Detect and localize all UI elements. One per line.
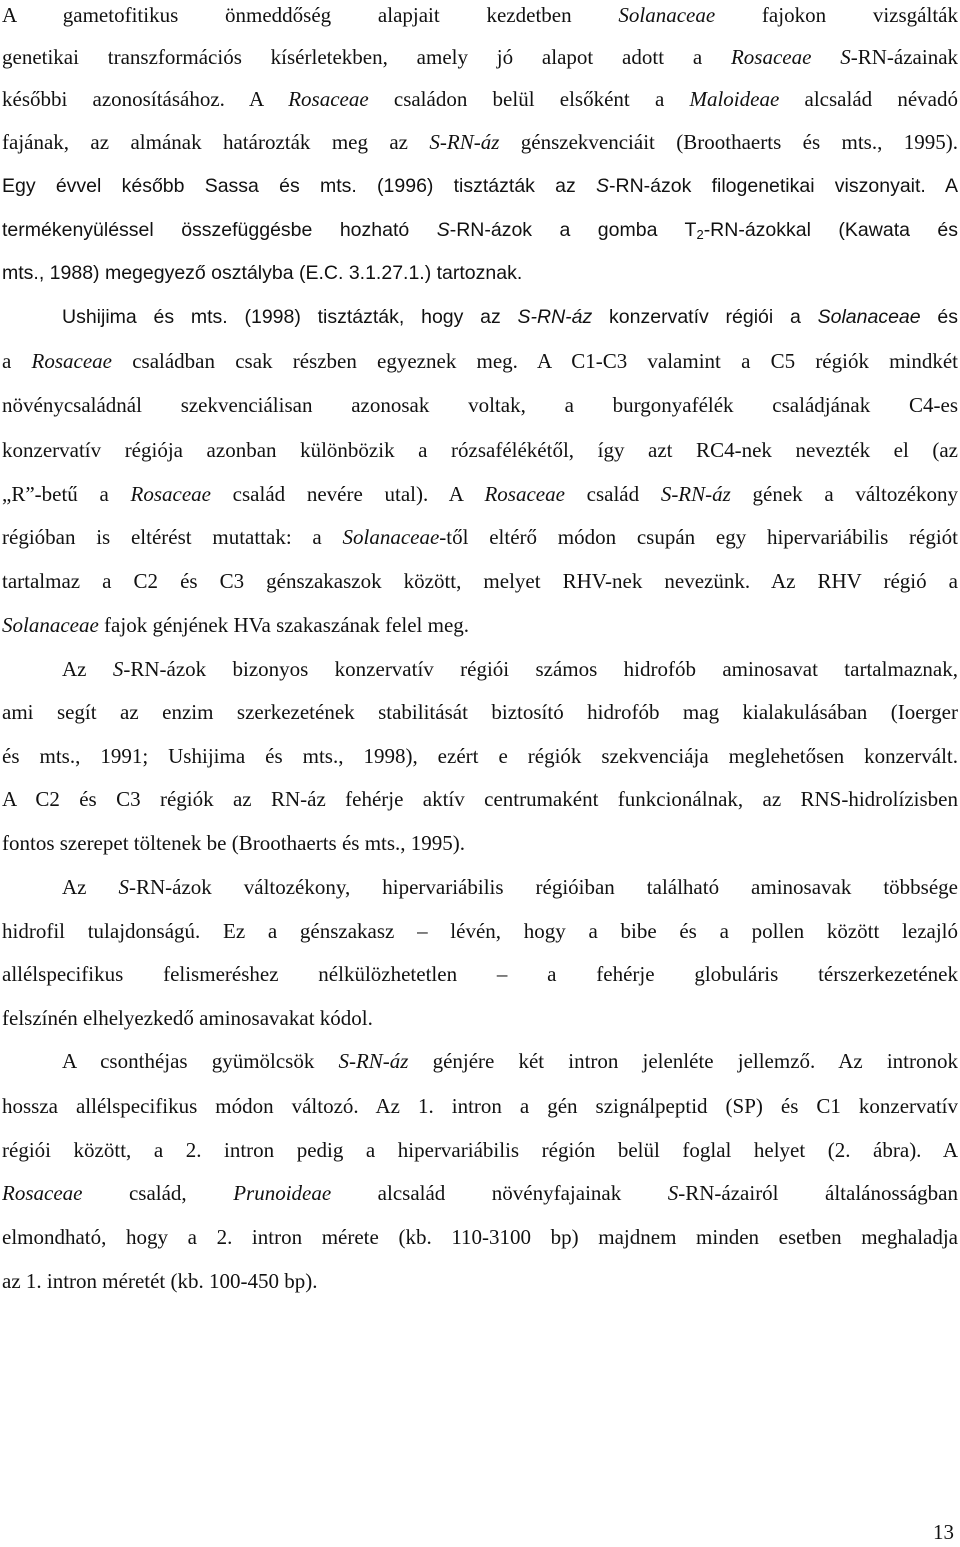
text-line: Rosaceae család, Prunoideae alcsalád növényfajainak S-RN-ázairól általánosságban [2, 1181, 958, 1205]
text-line: „R”-betű a Rosaceae család nevére utal). A Rosaceae család S-RN-áz gének a változékony [2, 482, 958, 506]
text-line: tartalmaz a C2 és C3 génszakaszok között, melyet RHV-nek nevezünk. Az RHV régió a [2, 569, 958, 593]
text-line: későbbi azonosításához. A Rosaceae családon belül elsőként a Maloideae alcsalád névadó [2, 87, 958, 111]
text-line: A gametofitikus önmeddőség alapjait kezdetben Solanaceae fajokon vizsgálták [2, 3, 958, 27]
text-line: és mts., 1991; Ushijima és mts., 1998), ezért e régiók szekvenciája meglehetősen konzervált. [2, 744, 958, 768]
text-line: genetikai transzformációs kísérletekben, amely jó alapot adott a Rosaceae S-RN-ázainak [2, 45, 958, 69]
text-line: növénycsaládnál szekvenciálisan azonosak voltak, a burgonyafélék családjának C4-es [2, 393, 958, 417]
text-line: Egy évvel később Sassa és mts. (1996) tisztázták az S-RN-ázok filogenetikai viszonyait. A [2, 175, 958, 197]
text-line: fontos szerepet töltenek be (Broothaerts és mts., 1995). [2, 831, 466, 855]
text-line: Az S-RN-ázok változékony, hipervariábilis régióiban található aminosavak többsége [62, 875, 958, 899]
text-line: termékenyüléssel összefüggésbe hozható S-RN-ázok a gomba $T_2-RN$-ázokkal (Kawata és [2, 219, 958, 242]
text-line: hidrofil tulajdonságú. Ez a génszakasz – lévén, hogy a bibe és a pollen között lezajló [2, 919, 958, 943]
text-line: A csonthéjas gyümölcsök S-RN-áz génjére két intron jelenléte jellemző. Az intronok [62, 1049, 958, 1073]
text-line: konzervatív régiója azonban különbözik a rózsafélékétől, így azt RC4-nek nevezték el (az [2, 438, 958, 462]
text-line: az 1. intron méretét (kb. 100-450 bp). [2, 1269, 318, 1293]
text-line: Ushijima és mts. (1998) tisztázták, hogy az S-RN-áz konzervatív régiói a Solanaceae és [62, 306, 958, 328]
text-line: ami segít az enzim szerkezetének stabilitását biztosító hidrofób mag kialakulásában (Ioerger [2, 700, 958, 724]
text-line: hossza allélspecifikus módon változó. Az 1. intron a gén szignálpeptid (SP) és C1 konzervatív [2, 1094, 958, 1118]
text-line: felszínén elhelyezkedő aminosavakat kódol. [2, 1006, 373, 1030]
text-line: a Rosaceae családban csak részben egyeznek meg. A C1-C3 valamint a C5 régiók mindkét [2, 349, 958, 373]
text-line: régióban is eltérést mutattak: a Solanaceae-től eltérő módon csupán egy hipervariábilis régiót [2, 525, 958, 549]
text-line: mts., 1988) megegyező osztályba (E.C. 3.1.27.1.) tartoznak. [2, 262, 523, 284]
text-line: régiói között, a 2. intron pedig a hipervariábilis régión belül foglal helyet (2. ábra). A [2, 1138, 958, 1162]
text-line: allélspecifikus felismeréshez nélkülözhetetlen – a fehérje globuláris térszerkezetének [2, 962, 958, 986]
page-number: 13 [933, 1520, 954, 1544]
text-line: Az S-RN-ázok bizonyos konzervatív régiói számos hidrofób aminosavat tartalmaznak, [62, 657, 958, 681]
text-line: elmondható, hogy a 2. intron mérete (kb. 110-3100 bp) majdnem minden esetben meghaladja [2, 1225, 958, 1249]
text-line: Solanaceae fajok génjének HVa szakaszának felel meg. [2, 613, 470, 637]
text-line: A C2 és C3 régiók az RN-áz fehérje aktív centrumaként funkcionálnak, az RNS-hidrolízisben [2, 787, 958, 811]
text-line: fajának, az almának határozták meg az S-RN-áz génszekvenciáit (Broothaerts és mts., 1995). [2, 130, 958, 154]
